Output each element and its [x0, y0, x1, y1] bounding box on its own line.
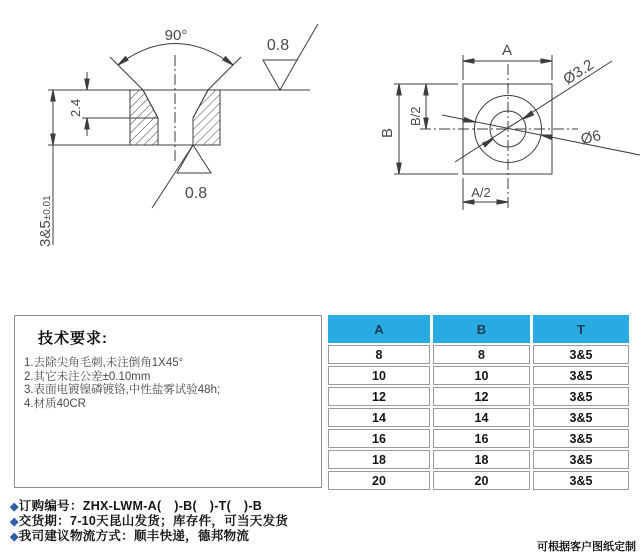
tech-requirement-item: 4.材质40CR — [24, 397, 86, 410]
table-cell: 20 — [433, 471, 530, 490]
depth-label: 2.4 — [68, 98, 83, 117]
table-cell: 10 — [328, 366, 430, 385]
logistics-text: 我司建议物流方式：顺丰快递，德邦物流 — [18, 529, 250, 543]
delivery-text: 交货期：7-10天昆山发货；库存件，可当天发货 — [18, 514, 289, 528]
tech-requirement-item: 2.其它未注公差±0.10mm — [24, 370, 151, 383]
size-table-column-a — [328, 315, 430, 490]
table-cell: 14 — [328, 408, 430, 427]
table-cell: 8 — [328, 345, 430, 364]
outer-diameter-label: Ø6 — [579, 126, 603, 149]
table-cell: 12 — [433, 387, 530, 406]
table-cell: 16 — [433, 429, 530, 448]
size-table-column-t — [533, 315, 629, 490]
order-number-line — [10, 499, 288, 514]
size-table — [328, 315, 629, 490]
inner-diameter-label: Ø3.2 — [560, 56, 597, 89]
table-cell: 10 — [433, 366, 530, 385]
size-table-column-b — [433, 315, 530, 490]
top-view — [394, 55, 640, 210]
angle-label: 90° — [164, 27, 188, 44]
roughness-symbol-top — [263, 24, 318, 90]
delivery-line — [10, 514, 288, 529]
table-cell: 12 — [328, 387, 430, 406]
half-height-label: B/2 — [408, 106, 423, 126]
diamond-bullet-icon: ◆ — [10, 531, 19, 543]
customization-note: 可根据客户图纸定制 — [537, 541, 636, 553]
table-cell: 18 — [328, 450, 430, 469]
column-header: B — [433, 315, 530, 343]
table-cell: 14 — [433, 408, 530, 427]
order-number-text: 订购编号：ZHX-LWM-A( )-B( )-T( )-B — [18, 499, 263, 513]
tech-requirements-box — [14, 315, 322, 488]
width-a-label: A — [501, 42, 513, 59]
table-cell: 20 — [328, 471, 430, 490]
table-cell: 3&5 — [533, 471, 629, 490]
table-cell: 18 — [433, 450, 530, 469]
height-b-label: B — [379, 127, 396, 138]
logistics-line — [10, 529, 288, 544]
right-hatch-block — [193, 90, 220, 145]
diamond-bullet-icon: ◆ — [10, 501, 19, 513]
table-cell: 3&5 — [533, 345, 629, 364]
roughness-top-label: 0.8 — [266, 37, 290, 54]
table-cell: 3&5 — [533, 387, 629, 406]
table-cell: 8 — [433, 345, 530, 364]
column-header: T — [533, 315, 629, 343]
table-cell: 3&5 — [533, 366, 629, 385]
tech-requirement-item: 3.表面电镀镍磷镀铬,中性盐雾试验48h; — [24, 384, 221, 396]
roughness-bottom-label: 0.8 — [184, 185, 208, 202]
table-cell: 16 — [328, 429, 430, 448]
tech-requirement-item: 1.去除尖角毛刺,未注倒角1X45° — [24, 357, 184, 369]
table-cell: 3&5 — [533, 450, 629, 469]
section-view — [48, 24, 318, 245]
diamond-bullet-icon: ◆ — [10, 516, 19, 528]
half-width-label: A/2 — [471, 185, 491, 200]
height-label: 3&5±0.01 — [37, 195, 54, 247]
table-cell: 3&5 — [533, 429, 629, 448]
table-cell: 3&5 — [533, 408, 629, 427]
tech-requirements-title: 技术要求: — [38, 330, 108, 347]
column-header: A — [328, 315, 430, 343]
footer-info — [10, 499, 288, 544]
